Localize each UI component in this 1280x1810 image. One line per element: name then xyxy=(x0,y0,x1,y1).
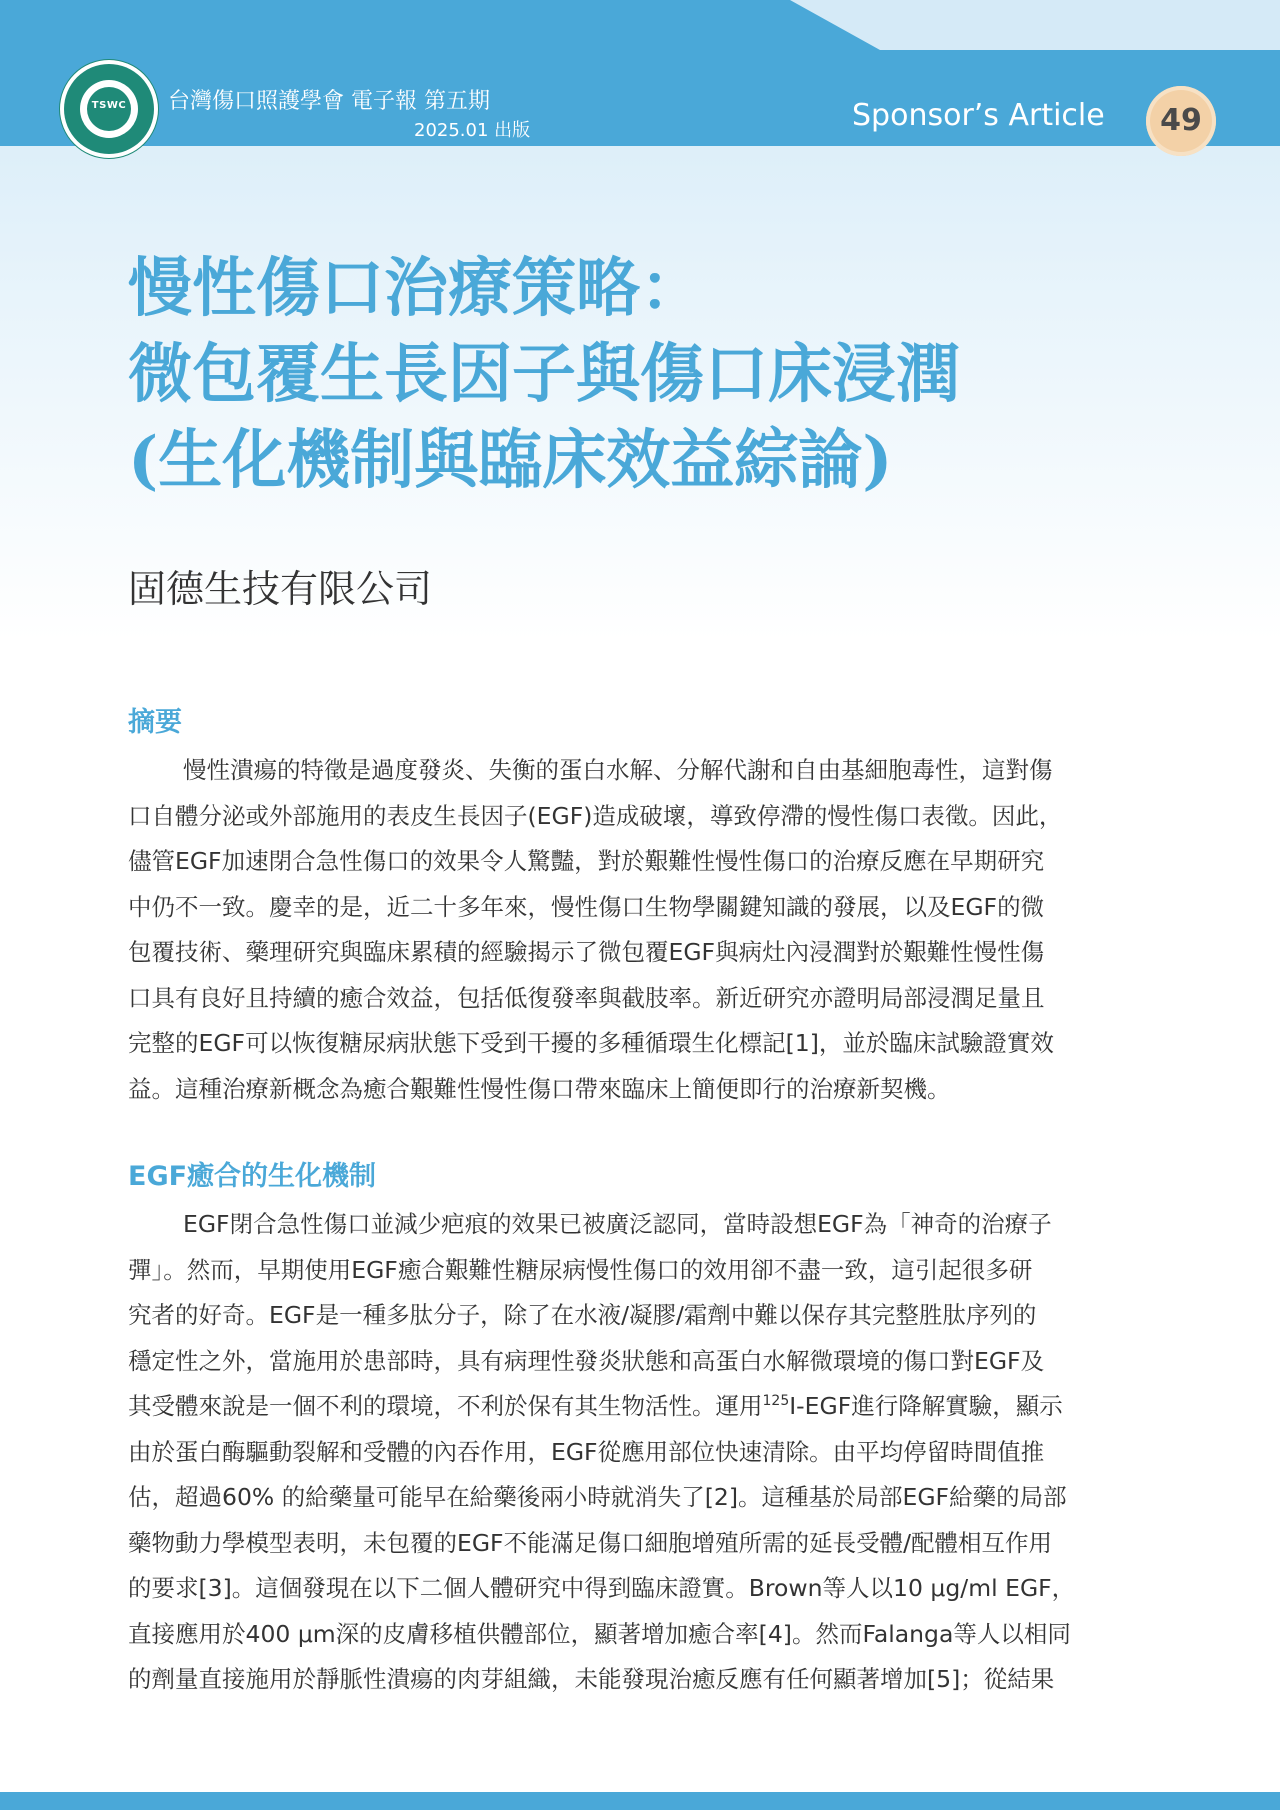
text-line: 完整的EGF可以恢復糖尿病狀態下受到干擾的多種循環生化標記[1]，並於臨床試驗證實效 xyxy=(128,1029,1054,1057)
author-company: 固德生技有限公司 xyxy=(128,567,433,611)
text-line: 彈」。然而，早期使用EGF癒合艱難性糖尿病慢性傷口的效用卻不盡一致，這引起很多研 xyxy=(128,1255,1033,1284)
title-line: 微包覆生長因子與傷口床浸潤 xyxy=(128,337,960,412)
text-line: 包覆技術、藥理研究與臨床累積的經驗揭示了微包覆EGF與病灶內浸潤對於艱難性慢性傷 xyxy=(128,938,1045,966)
title-line: (生化機制與臨床效益綜論) xyxy=(128,423,893,498)
section-label: Sponsor’s Article xyxy=(852,98,1105,133)
footer-band xyxy=(0,1792,1280,1810)
text-line: 直接應用於400 μm深的皮膚移植供體部位，顯著增加癒合率[4]。然而Falanga等人以相同 xyxy=(128,1619,1071,1648)
text-line: 口自體分泌或外部施用的表皮生長因子(EGF)造成破壞，導致停滯的慢性傷口表徵。因此， xyxy=(128,801,1063,830)
text-line: 益。這種治療新概念為癒合艱難性慢性傷口帶來臨床上簡便即行的治療新契機。 xyxy=(128,1074,951,1103)
publication-title: 台灣傷口照護學會 電子報 第五期 xyxy=(168,89,490,114)
text-line: 由於蛋白酶驅動裂解和受體的內吞作用，EGF從應用部位快速清除。由平均停留時間值推 xyxy=(128,1437,1045,1466)
text-segment: 其受體來說是一個不利的環境，不利於保有其生物活性。運用 xyxy=(128,1392,763,1420)
abstract-heading: 摘要 xyxy=(128,707,182,738)
society-logo xyxy=(60,60,158,158)
title-line: 慢性傷口治療策略： xyxy=(128,251,704,326)
isotope-superscript: 125 xyxy=(762,1393,790,1410)
mechanism-heading: EGF癒合的生化機制 xyxy=(128,1161,377,1192)
text-segment: I-EGF進行降解實驗，顯示 xyxy=(789,1392,1063,1420)
mechanism-paragraph xyxy=(128,1202,1152,1703)
page-number-badge: 49 xyxy=(1146,86,1216,156)
abstract-paragraph xyxy=(128,748,1152,1112)
text-line: 慢性潰瘍的特徵是過度發炎、失衡的蛋白水解、分解代謝和自由基細胞毒性，這對傷 xyxy=(183,756,1053,784)
text-line: EGF閉合急性傷口並減少疤痕的效果已被廣泛認同，當時設想EGF為「神奇的治療子 xyxy=(183,1210,1052,1238)
text-line: 中仍不一致。慶幸的是，近二十多年來，慢性傷口生物學關鍵知識的發展，以及EGF的微 xyxy=(128,892,1045,921)
text-line: 藥物動力學模型表明，未包覆的EGF不能滿足傷口細胞增殖所需的延長受體/配體相互作用 xyxy=(128,1528,1052,1557)
text-line: 估，超過60% 的給藥量可能早在給藥後兩小時就消失了[2]。這種基於局部EGF給藥的局部 xyxy=(128,1483,1067,1511)
article-title xyxy=(128,246,960,504)
text-line: 的要求[3]。這個發現在以下二個人體研究中得到臨床證實。Brown等人以10 μg/ml EGF， xyxy=(128,1574,1076,1602)
publication-date: 2025.01 出版 xyxy=(414,120,531,141)
text-line: 口具有良好且持續的癒合效益，包括低復發率與截肢率。新近研究亦證明局部浸潤足量且 xyxy=(128,983,1045,1012)
logo-mark: TSWC xyxy=(91,100,127,111)
text-line-with-superscript xyxy=(128,1384,1152,1430)
text-line: 穩定性之外，當施用於患部時，具有病理性發炎狀態和高蛋白水解微環境的傷口對EGF及 xyxy=(128,1346,1045,1375)
text-line: 的劑量直接施用於靜脈性潰瘍的肉芽組織，未能發現治癒反應有任何顯著增加[5]；從結果 xyxy=(128,1665,1055,1693)
text-line: 儘管EGF加速閉合急性傷口的效果令人驚豔，對於艱難性慢性傷口的治療反應在早期研究 xyxy=(128,847,1045,875)
text-line: 究者的好奇。EGF是一種多肽分子，除了在水液/凝膠/霜劑中難以保存其完整胜肽序列的 xyxy=(128,1301,1037,1329)
